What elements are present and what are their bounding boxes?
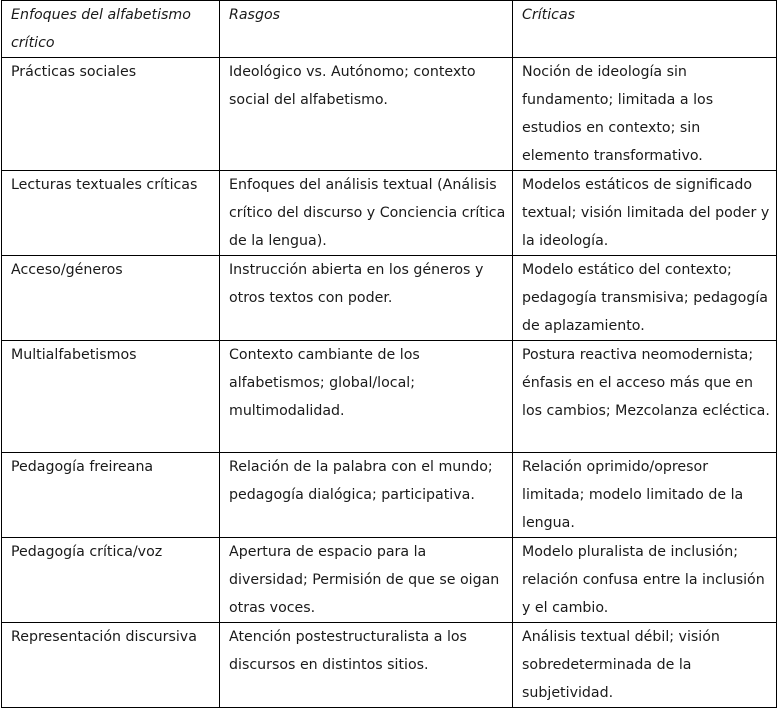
cell-rasgos: Contexto cambiante de los alfabetismos; global/local; multimodalidad. bbox=[220, 341, 513, 453]
cell-rasgos: Instrucción abierta en los géneros y otros textos con poder. bbox=[220, 256, 513, 341]
cell-enfoque: Acceso/géneros bbox=[2, 256, 220, 341]
cell-criticas: Relación oprimido/opresor limitada; modelo limitado de la lengua. bbox=[513, 453, 777, 538]
table-row bbox=[2, 256, 777, 341]
cell-enfoque: Multialfabetismos bbox=[2, 341, 220, 453]
cell-rasgos: Relación de la palabra con el mundo; pedagogía dialógica; participativa. bbox=[220, 453, 513, 538]
cell-enfoque: Lecturas textuales críticas bbox=[2, 171, 220, 256]
critical-literacy-table bbox=[1, 0, 777, 708]
cell-enfoque: Pedagogía crítica/voz bbox=[2, 538, 220, 623]
table-row bbox=[2, 341, 777, 453]
header-enfoques: Enfoques del alfabetismo crítico bbox=[2, 1, 220, 58]
table-row bbox=[2, 623, 777, 708]
header-rasgos: Rasgos bbox=[220, 1, 513, 58]
header-criticas: Críticas bbox=[513, 1, 777, 58]
cell-criticas: Análisis textual débil; visión sobredeterminada de la subjetividad. bbox=[513, 623, 777, 708]
cell-criticas: Noción de ideología sin fundamento; limitada a los estudios en contexto; sin elemento transformativo. bbox=[513, 58, 777, 171]
cell-rasgos: Enfoques del análisis textual (Análisis crítico del discurso y Conciencia crítica de la lengua). bbox=[220, 171, 513, 256]
cell-rasgos: Apertura de espacio para la diversidad; Permisión de que se oigan otras voces. bbox=[220, 538, 513, 623]
table-row bbox=[2, 453, 777, 538]
table-row bbox=[2, 538, 777, 623]
cell-enfoque: Representación discursiva bbox=[2, 623, 220, 708]
cell-criticas: Postura reactiva neomodernista; énfasis en el acceso más que en los cambios; Mezcolanza ecléctica. bbox=[513, 341, 777, 453]
table-row bbox=[2, 58, 777, 171]
cell-enfoque: Pedagogía freireana bbox=[2, 453, 220, 538]
cell-criticas: Modelos estáticos de significado textual; visión limitada del poder y la ideología. bbox=[513, 171, 777, 256]
cell-rasgos: Atención postestructuralista a los discursos en distintos sitios. bbox=[220, 623, 513, 708]
cell-enfoque: Prácticas sociales bbox=[2, 58, 220, 171]
cell-criticas: Modelo estático del contexto; pedagogía transmisiva; pedagogía de aplazamiento. bbox=[513, 256, 777, 341]
table-row bbox=[2, 171, 777, 256]
cell-rasgos: Ideológico vs. Autónomo; contexto social del alfabetismo. bbox=[220, 58, 513, 171]
cell-criticas: Modelo pluralista de inclusión; relación confusa entre la inclusión y el cambio. bbox=[513, 538, 777, 623]
header-row bbox=[2, 1, 777, 58]
